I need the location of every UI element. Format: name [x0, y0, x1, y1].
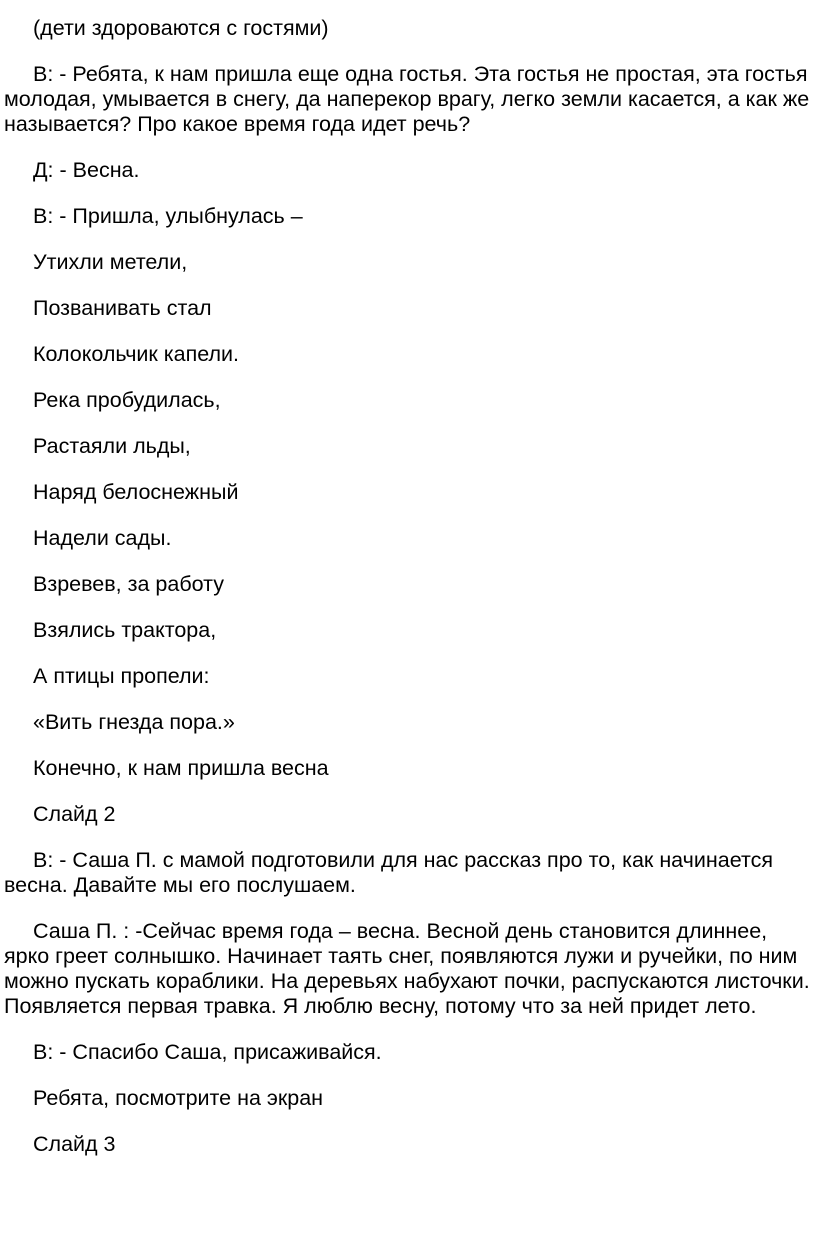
paragraph-children-answer: Д: - Весна. [33, 158, 140, 182]
document-page [4, 16, 812, 1178]
poem-line: А птицы пропели: [33, 664, 210, 688]
paragraph-stage-direction: (дети здороваются с гостями) [33, 16, 329, 40]
poem-line: Позванивать стал [33, 296, 212, 320]
poem-line: Растаяли льды, [33, 434, 191, 458]
poem-line: Надели сады. [33, 526, 172, 550]
paragraph-teacher-riddle: В: - Ребята, к нам пришла еще одна гостья. Эта гостья не простая, эта гостья молодая, умывается в снегу, да наперекор врагу, легко земли касается, а как же называется? Про какое время года идет речь? [4, 62, 810, 136]
paragraph-child-story: Саша П. : -Сейчас время года – весна. Весной день становится длиннее, ярко греет солнышко. Начинает таять снег, появляются лужи и ручейки, по ним можно пускать кораблики. На деревьях набухают почки, распускаются листочки. Появляется первая травка. Я люблю весну, потому что за ней придет лето. [4, 919, 810, 1018]
poem-line: Взревев, за работу [33, 572, 224, 596]
slide-heading: Слайд 2 [33, 802, 116, 826]
poem-line: Река пробудилась, [33, 388, 221, 412]
paragraph-screen-prompt: Ребята, посмотрите на экран [33, 1086, 324, 1110]
paragraph-teacher-intro: В: - Саша П. с мамой подготовили для нас рассказ про то, как начинается весна. Давайте мы его послушаем. [4, 848, 773, 897]
poem-line: Наряд белоснежный [33, 480, 239, 504]
poem-line: «Вить гнезда пора.» [33, 710, 235, 734]
paragraph-teacher-poem-start: В: - Пришла, улыбнулась – [33, 204, 303, 228]
poem-line: Взялись трактора, [33, 618, 217, 642]
slide-heading: Слайд 3 [33, 1132, 116, 1156]
paragraph-teacher-thanks: В: - Спасибо Саша, присаживайся. [33, 1040, 382, 1064]
poem-line: Утихли метели, [33, 250, 188, 274]
poem-line: Колокольчик капели. [33, 342, 240, 366]
paragraph-conclusion: Конечно, к нам пришла весна [33, 756, 329, 780]
